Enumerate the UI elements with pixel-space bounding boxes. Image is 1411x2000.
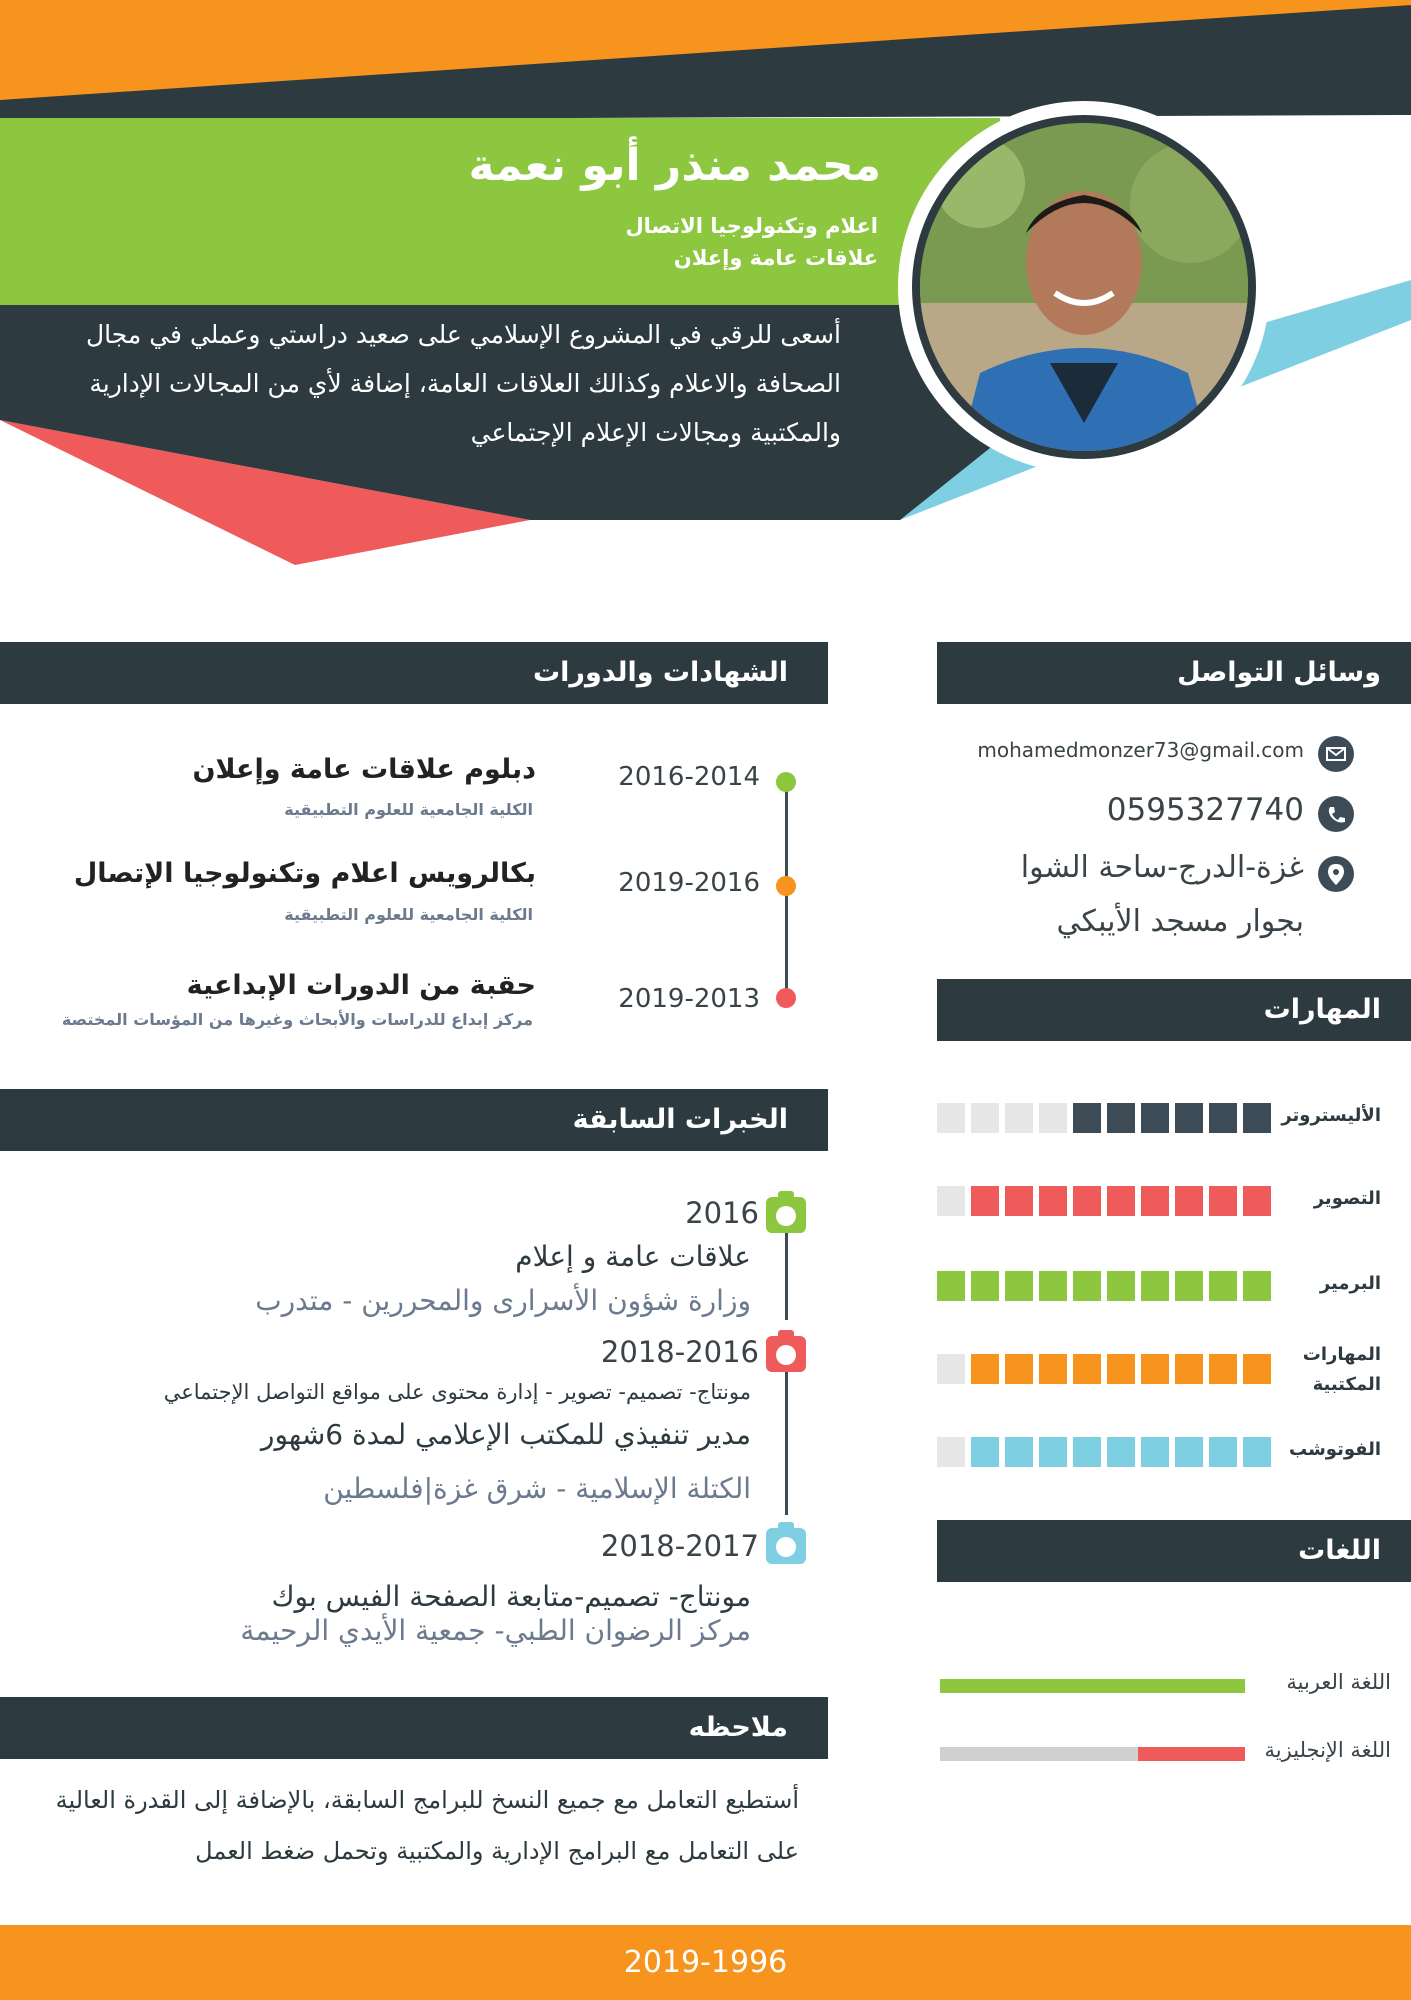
skill-square: [1141, 1103, 1169, 1133]
education-header: الشهادات والدورات: [0, 642, 828, 704]
education-years: 2019-2013: [618, 984, 760, 1014]
skill-square: [1141, 1271, 1169, 1301]
skill-square: [1107, 1437, 1135, 1467]
education-title: دبلوم علاقات عامة وإعلان: [192, 754, 536, 785]
skill-square: [1175, 1186, 1203, 1216]
skill-square: [1073, 1271, 1101, 1301]
experience-org: مركز الرضوان الطبي- جمعية الأيدي الرحيمة: [240, 1614, 751, 1647]
note-text: أستطيع التعامل مع جميع النسخ للبرامج السابقة، بالإضافة إلى القدرة العالية على التعامل مع البرامج الإدارية والمكتبية وتحمل ضغط العمل: [55, 1786, 799, 1865]
skill-label: الفوتوشب: [1289, 1439, 1381, 1460]
language-label: اللغة الإنجليزية: [1264, 1738, 1391, 1762]
experience-tasks: مونتاج- تصميم- تصوير - إدارة محتوى على مواقع التواصل الإجتماعي: [163, 1380, 751, 1404]
skill-square: [1209, 1354, 1237, 1384]
skill-square: [937, 1103, 965, 1133]
skill-square: [1141, 1186, 1169, 1216]
contact-header: وسائل التواصل: [937, 642, 1411, 704]
skill-label: الأليستروتر: [1281, 1105, 1381, 1126]
skill-square: [1005, 1437, 1033, 1467]
skill-square: [937, 1186, 965, 1216]
skill-square: [1243, 1186, 1271, 1216]
experience-header: الخبرات السابقة: [0, 1089, 828, 1151]
skill-square: [1141, 1354, 1169, 1384]
candidate-name: محمد منذر أبو نعمة: [468, 140, 881, 191]
skill-square: [1107, 1271, 1135, 1301]
education-title: بكالرويس اعلام وتكنولوجيا الإتصال: [73, 858, 536, 889]
timeline-dot: [776, 988, 796, 1008]
skill-label: البرمير: [1319, 1273, 1381, 1294]
skill-square: [937, 1354, 965, 1384]
skill-square: [1243, 1103, 1271, 1133]
skills-header: المهارات: [937, 979, 1411, 1041]
skill-square: [1209, 1271, 1237, 1301]
skill-square: [1039, 1186, 1067, 1216]
skill-square: [971, 1354, 999, 1384]
skill-square: [1005, 1271, 1033, 1301]
skill-square: [1175, 1271, 1203, 1301]
experience-role: مدير تنفيذي للمكتب الإعلامي لمدة 6شهور: [260, 1418, 751, 1451]
experience-timeline-line: [785, 1370, 788, 1515]
experience-role: مونتاج- تصميم-متابعة الصفحة الفيس بوك: [271, 1580, 751, 1613]
languages-header: اللغات: [937, 1520, 1411, 1582]
language-meter-fill: [1138, 1747, 1245, 1761]
skill-square: [1073, 1437, 1101, 1467]
skill-meter: [937, 1354, 1277, 1384]
language-meter: [940, 1679, 1245, 1693]
skill-square: [971, 1103, 999, 1133]
education-title: حقبة من الدورات الإبداعية: [186, 970, 536, 1001]
skill-square: [1209, 1437, 1237, 1467]
education-years: 2019-2016: [618, 868, 760, 898]
skill-square: [1175, 1437, 1203, 1467]
experience-years: 2016: [685, 1196, 759, 1230]
skill-square: [1039, 1437, 1067, 1467]
skill-square: [1243, 1271, 1271, 1301]
skill-square: [1039, 1354, 1067, 1384]
skill-square: [1005, 1186, 1033, 1216]
skill-square: [1107, 1354, 1135, 1384]
phone-icon: [1318, 796, 1354, 832]
experience-org: وزارة شؤون الأسرارى والمحررين - متدرب: [255, 1284, 751, 1317]
skill-square: [1039, 1271, 1067, 1301]
skill-square: [1175, 1103, 1203, 1133]
camera-icon: [766, 1197, 806, 1233]
education-institution: مركز إبداع للدراسات والأبحاث وغيرها من المؤسات المختصة: [61, 1010, 533, 1029]
skill-square: [1209, 1103, 1237, 1133]
skill-square: [1039, 1103, 1067, 1133]
skill-square: [1107, 1103, 1135, 1133]
skill-square: [1243, 1354, 1271, 1384]
skill-square: [1073, 1103, 1101, 1133]
skill-square: [1005, 1354, 1033, 1384]
camera-icon: [766, 1336, 806, 1372]
timeline-dot: [776, 772, 796, 792]
language-meter-fill: [940, 1679, 1245, 1693]
career-summary: أسعى للرقي في المشروع الإسلامي على صعيد دراستي وعملي في مجال الصحافة والاعلام وكذالك العلاقات العامة، إضافة لأي من المجالات الإدارية والمكتبية ومجالات الإعلام الإجتماعي: [85, 320, 841, 447]
profile-photo: [920, 123, 1248, 451]
email-icon: [1318, 736, 1354, 772]
education-years: 2016-2014: [618, 762, 760, 792]
address-line-1: غزة-الدرج-ساحة الشوا: [1020, 850, 1304, 885]
skill-meter: [937, 1437, 1277, 1467]
skill-square: [1243, 1437, 1271, 1467]
experience-role: علاقات عامة و إعلام: [515, 1240, 751, 1273]
skill-square: [1073, 1354, 1101, 1384]
skill-square: [971, 1437, 999, 1467]
education-institution: الكلية الجامعية للعلوم التطبيقية: [284, 905, 533, 924]
profile-photo-frame: [898, 101, 1270, 473]
subtitle-major: اعلام وتكنولوجيا الاتصال: [625, 214, 878, 238]
subtitle-specialty: علاقات عامة وإعلان: [673, 246, 878, 270]
skill-square: [1107, 1186, 1135, 1216]
skill-square: [1005, 1103, 1033, 1133]
skill-square: [971, 1186, 999, 1216]
location-pin-icon: [1318, 856, 1354, 892]
skill-meter: [937, 1103, 1277, 1133]
skill-label: المهارات المكتبية: [1302, 1344, 1381, 1395]
language-meter: [940, 1747, 1245, 1761]
footer-years: 2019-1996: [0, 1925, 1411, 2000]
skill-square: [1209, 1186, 1237, 1216]
skill-square: [937, 1437, 965, 1467]
skill-label: التصوير: [1313, 1188, 1381, 1209]
education-institution: الكلية الجامعية للعلوم التطبيقية: [284, 800, 533, 819]
experience-years: 2018-2016: [600, 1335, 759, 1369]
skill-square: [937, 1271, 965, 1301]
experience-timeline-line: [785, 1230, 788, 1320]
address-line-2: بجوار مسجد الأيبكي: [1056, 904, 1304, 939]
experience-org: الكتلة الإسلامية - شرق غزة|فلسطين: [323, 1472, 751, 1505]
skill-meter: [937, 1186, 1277, 1216]
language-label: اللغة العربية: [1286, 1670, 1391, 1694]
skill-square: [1175, 1354, 1203, 1384]
camera-icon: [766, 1528, 806, 1564]
email-address[interactable]: mohamedmonzer73@gmail.com: [977, 738, 1304, 762]
phone-number[interactable]: 0595327740: [1106, 792, 1304, 828]
note-header: ملاحظه: [0, 1697, 828, 1759]
skill-square: [1073, 1186, 1101, 1216]
skill-meter: [937, 1271, 1277, 1301]
experience-years: 2018-2017: [600, 1529, 759, 1563]
skill-square: [1141, 1437, 1169, 1467]
skill-square: [971, 1271, 999, 1301]
